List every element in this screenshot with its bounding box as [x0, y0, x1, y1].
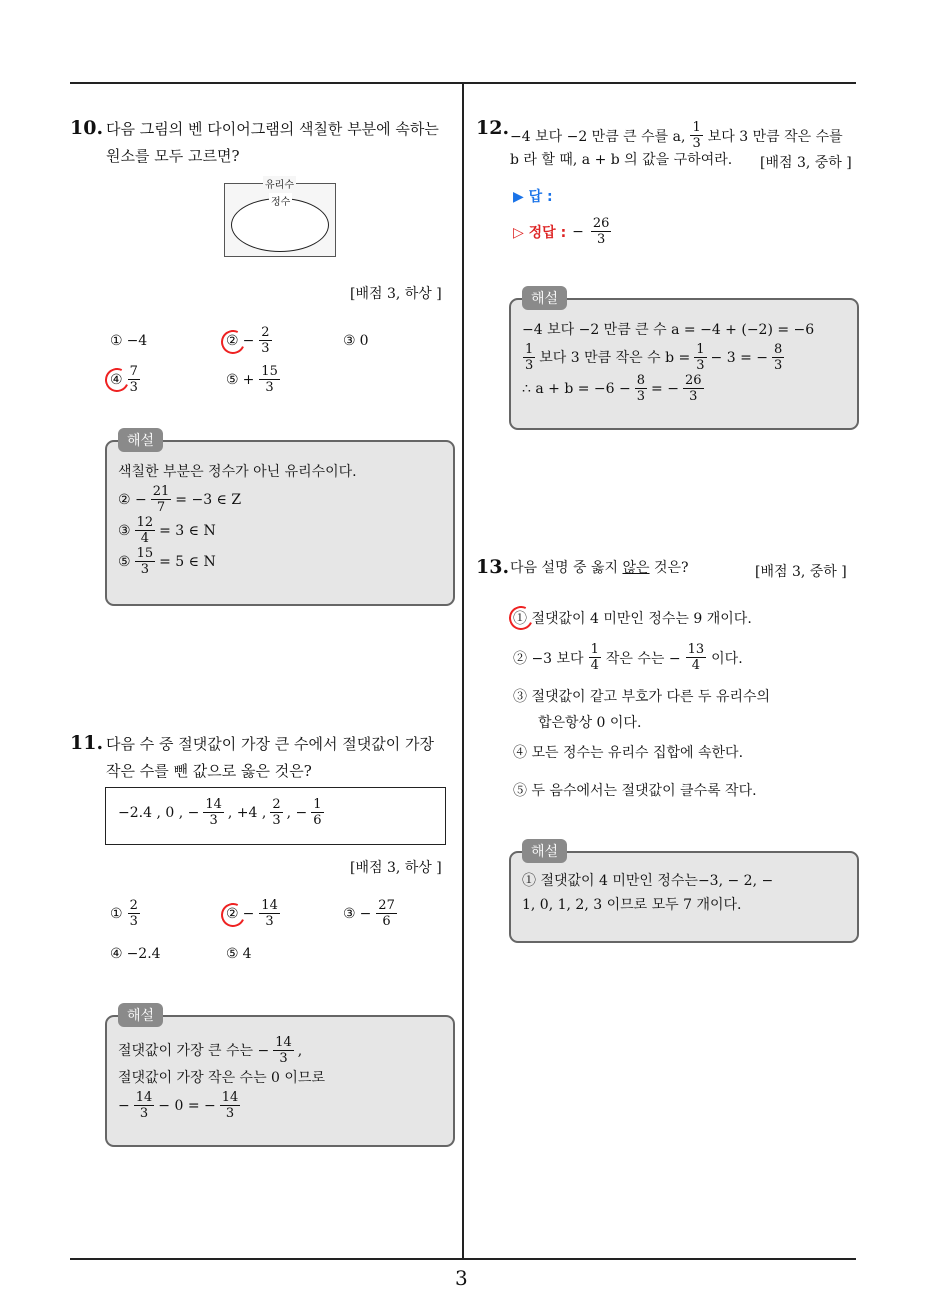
number-list: −2.4 , 0 , − $\frac{14}{3}$ , +4 , $\frac{2}{3}$ , − $\frac{1}{6}$ [118, 797, 322, 828]
option-1[interactable]: ① 절댓값이 4 미만인 정수는 9 개이다. [513, 611, 752, 627]
solution-body: 절댓값이 가장 큰 수는 − $\frac{14}{3}$ , 절댓값이 가장 작은 수는 0 이므로 − $\frac{14}{3}$ − 0 = − $\frac{14}{3}$ [118, 1035, 325, 1121]
question-text: −4 보다 −2 만큼 큰 수를 a, $\frac{1}{3}$ 보다 3 만큼 작은 수를 [510, 120, 843, 151]
venn-diagram [224, 180, 336, 257]
option-3-cont: 합은항상 0 이다. [538, 715, 642, 731]
solution-body: 색칠한 부분은 정수가 아닌 유리수이다. ② − $\frac{21}{7}$ = −3 ∈ Z ③ $\frac{12}{4}$ = 3 ∈ N ⑤ $\frac{15}{3}$ = 5 ∈ N [118, 464, 357, 577]
option-3[interactable]: ③ − $\frac{27}{6}$ [343, 898, 395, 929]
option-2[interactable]: ② − $\frac{2}{3}$ [226, 325, 270, 356]
solution-body: −4 보다 −2 만큼 큰 수 a = −4 + (−2) = −6 $\frac{1}{3}$ 보다 3 만큼 작은 수 b = $\frac{1}{3}$ − 3 = − $\frac{8}{3}$ ∴ a + b = −6 − $\frac{8}{3}$ = − $\frac{26}{3}$ [522, 322, 815, 404]
solution-tag: 해설 [118, 1003, 163, 1027]
solution-tag: 해설 [522, 286, 567, 310]
score-label: [배점 3, 하상 ] [350, 860, 442, 876]
option-4[interactable]: ④ −2.4 [110, 946, 161, 962]
score-label: [배점 3, 중하 ] [755, 564, 847, 580]
question-text: 다음 그림의 벤 다이어그램의 색칠한 부분에 속하는 [106, 120, 439, 138]
question-number: 12. [476, 117, 510, 139]
score-label: [배점 3, 중하 ] [760, 155, 852, 171]
option-2[interactable]: ② −3 보다 $\frac{1}{4}$ 작은 수는 − $\frac{13}{4}$ 이다. [513, 642, 743, 673]
option-4[interactable]: ④ 모든 정수는 유리수 집합에 속한다. [513, 745, 744, 761]
question-text: 다음 수 중 절댓값이 가장 큰 수에서 절댓값이 가장 [106, 735, 434, 753]
question-text: b 라 할 때, a + b 의 값을 구하여라. [510, 152, 733, 168]
option-5[interactable]: ⑤ + $\frac{15}{3}$ [226, 364, 278, 395]
question-text: 작은 수를 뺀 값으로 옳은 것은? [106, 762, 312, 780]
option-5[interactable]: ⑤ 4 [226, 946, 252, 962]
option-1[interactable]: ① $\frac{2}{3}$ [110, 898, 138, 929]
option-5[interactable]: ⑤ 두 음수에서는 절댓값이 클수록 작다. [513, 783, 757, 799]
question-number: 13. [476, 556, 510, 578]
score-label: [배점 3, 하상 ] [350, 286, 442, 302]
question-number: 10. [70, 117, 104, 139]
solution-body: ① 절댓값이 4 미만인 정수는−3, − 2, − 1, 0, 1, 2, 3 이므로 모두 7 개이다. [522, 873, 774, 913]
question-text: 원소를 모두 고르면? [106, 147, 240, 165]
question-number: 11. [70, 732, 104, 754]
venn-inner-label: 정수 [269, 193, 292, 208]
option-4[interactable]: ④ $\frac{7}{3}$ [110, 364, 138, 395]
option-3[interactable]: ③ 절댓값이 같고 부호가 다른 두 유리수의 [513, 689, 771, 705]
option-1[interactable]: ① −4 [110, 333, 148, 349]
option-2[interactable]: ② − $\frac{14}{3}$ [226, 898, 278, 929]
venn-outer-label: 유리수 [263, 176, 296, 191]
solution-tag: 해설 [522, 839, 567, 863]
answer-field-label[interactable]: ▶ 답 : [513, 189, 553, 205]
question-text: 다음 설명 중 옳지 않은 것은? [510, 560, 689, 576]
correct-answer: ▷ 정답 : − $\frac{26}{3}$ [513, 216, 610, 247]
solution-tag: 해설 [118, 428, 163, 452]
option-3[interactable]: ③ 0 [343, 333, 369, 349]
page-number: 3 [455, 1266, 468, 1290]
column-divider [462, 83, 464, 1259]
